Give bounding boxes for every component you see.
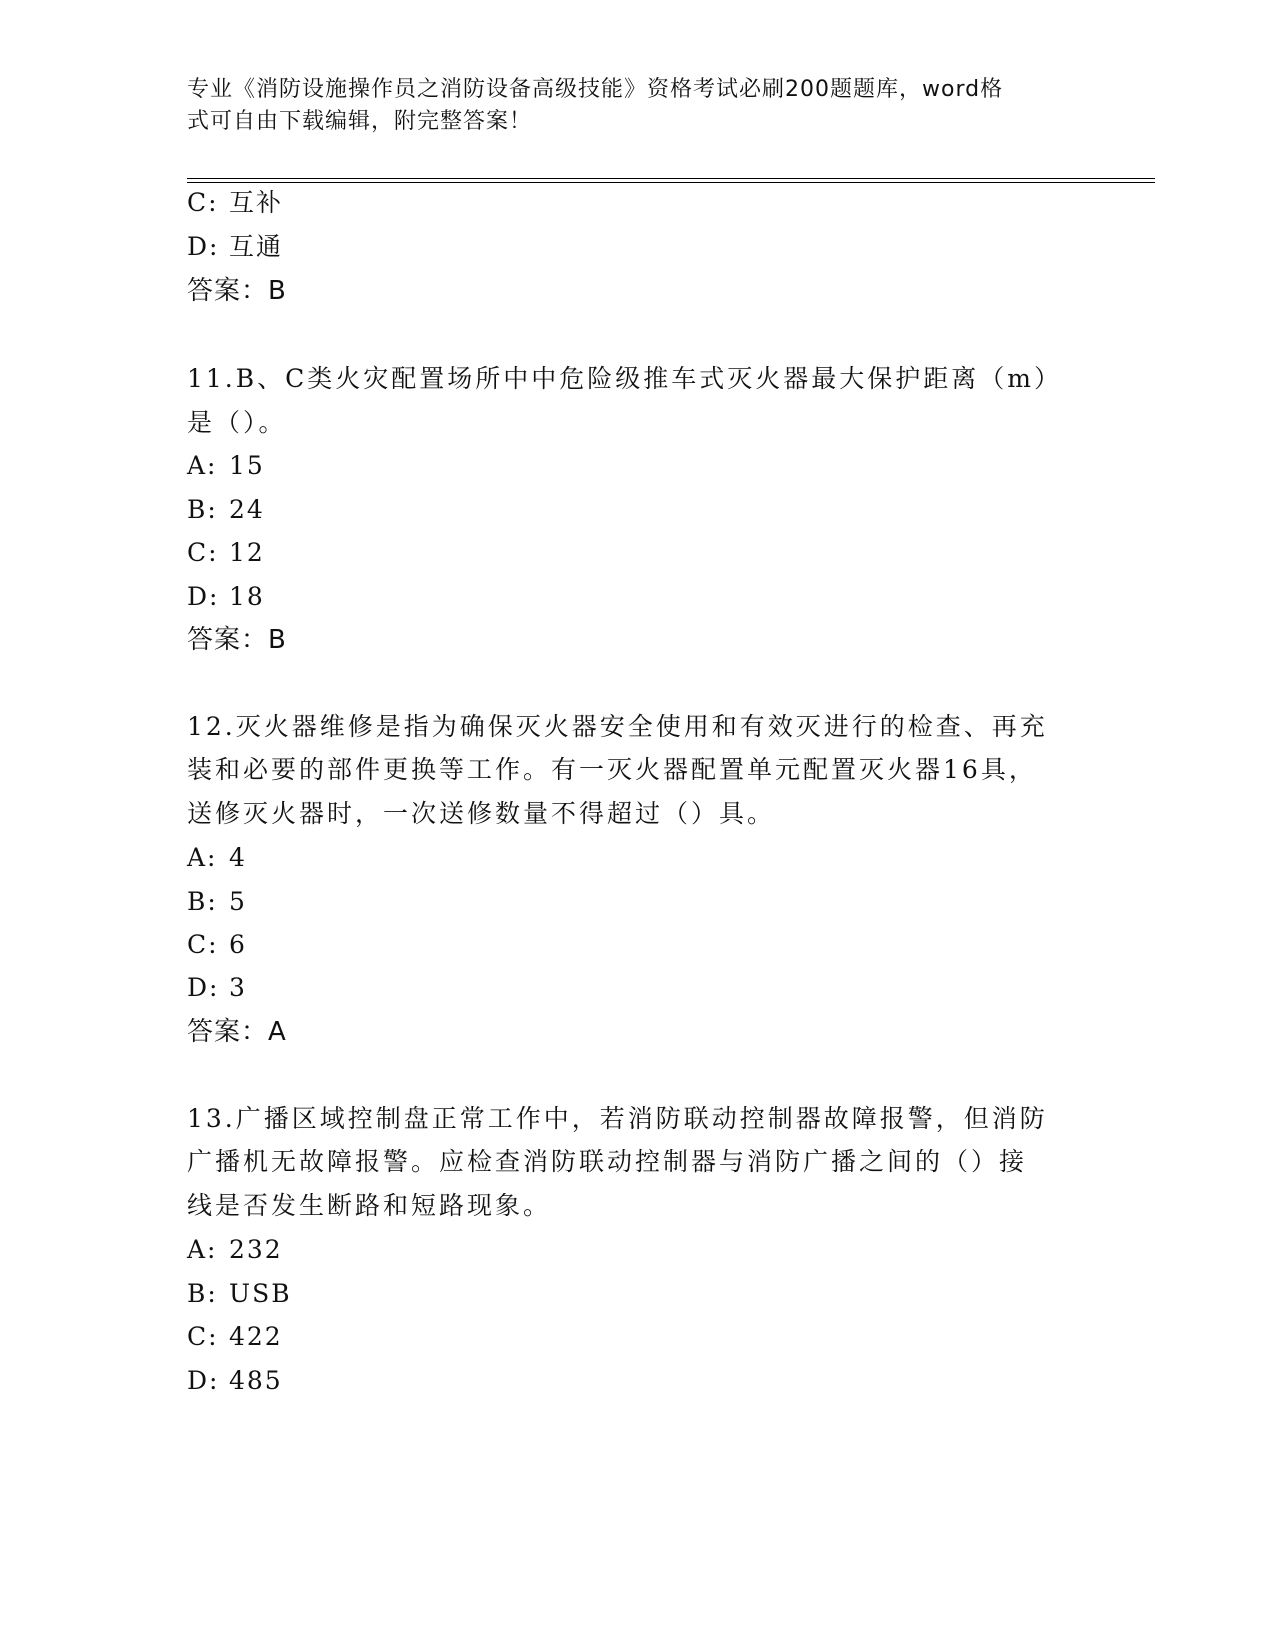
question-stem: 线是否发生断路和短路现象。 bbox=[187, 1191, 552, 1220]
option-text: 15 bbox=[229, 451, 265, 480]
option-label: D: bbox=[187, 582, 220, 611]
question-stem: 13.广播区域控制盘正常工作中，若消防联动控制器故障报警，但消防 bbox=[187, 1104, 1048, 1133]
question-stem: 是（）。 bbox=[187, 408, 287, 437]
option-label: C: bbox=[187, 538, 219, 567]
option-text: 18 bbox=[229, 582, 265, 611]
answer-line: 答案：A bbox=[187, 1017, 287, 1047]
option-text: 422 bbox=[229, 1322, 283, 1351]
option-row bbox=[187, 493, 265, 527]
header-line-1: 专业《消防设施操作员之消防设备高级技能》资格考试必刷200题题库，word格 bbox=[187, 77, 1004, 102]
option-row bbox=[187, 1364, 283, 1398]
option-text: 互通 bbox=[229, 232, 284, 261]
option-label: C: bbox=[187, 930, 219, 959]
page-header bbox=[187, 74, 1067, 138]
option-label: B: bbox=[187, 887, 218, 916]
option-text: 6 bbox=[229, 930, 247, 959]
option-label: A: bbox=[187, 843, 218, 872]
option-label: C: bbox=[187, 188, 219, 217]
option-row bbox=[187, 230, 283, 264]
option-text: 4 bbox=[229, 843, 247, 872]
option-row bbox=[187, 1320, 283, 1354]
answer-line: 答案：B bbox=[187, 625, 287, 655]
option-row bbox=[187, 449, 265, 483]
question-stem: 装和必要的部件更换等工作。有一灭火器配置单元配置灭火器16具， bbox=[187, 755, 1037, 784]
option-text: 互补 bbox=[229, 188, 284, 217]
option-label: C: bbox=[187, 1322, 219, 1351]
option-row bbox=[187, 928, 247, 962]
option-text: 12 bbox=[229, 538, 265, 567]
option-text: 232 bbox=[229, 1235, 283, 1264]
option-text: 485 bbox=[229, 1366, 283, 1395]
option-row bbox=[187, 841, 247, 875]
question-stem: 送修灭火器时，一次送修数量不得超过（）具。 bbox=[187, 799, 776, 828]
answer-line: 答案：B bbox=[187, 276, 287, 306]
option-label: B: bbox=[187, 495, 218, 524]
option-row bbox=[187, 971, 247, 1005]
option-label: D: bbox=[187, 232, 220, 261]
question-stem: 11.B、C类火灾配置场所中中危险级推车式灭火器最大保护距离（m） bbox=[187, 364, 1062, 393]
option-row bbox=[187, 186, 283, 220]
question-stem: 广播机无故障报警。应检查消防联动控制器与消防广播之间的（）接 bbox=[187, 1147, 1028, 1176]
option-row bbox=[187, 580, 265, 614]
header-divider bbox=[187, 178, 1155, 183]
header-line-2: 式可自由下载编辑，附完整答案！ bbox=[187, 109, 533, 134]
option-text: USB bbox=[229, 1279, 292, 1308]
option-row bbox=[187, 885, 247, 919]
question-stem: 12.灭火器维修是指为确保灭火器安全使用和有效灭进行的检查、再充 bbox=[187, 712, 1048, 741]
option-label: A: bbox=[187, 451, 218, 480]
option-label: B: bbox=[187, 1279, 218, 1308]
option-text: 3 bbox=[229, 973, 247, 1002]
option-text: 24 bbox=[229, 495, 265, 524]
option-label: D: bbox=[187, 1366, 220, 1395]
option-label: A: bbox=[187, 1235, 218, 1264]
option-row bbox=[187, 1233, 283, 1267]
option-label: D: bbox=[187, 973, 220, 1002]
option-text: 5 bbox=[229, 887, 247, 916]
option-row bbox=[187, 536, 265, 570]
option-row bbox=[187, 1277, 292, 1311]
